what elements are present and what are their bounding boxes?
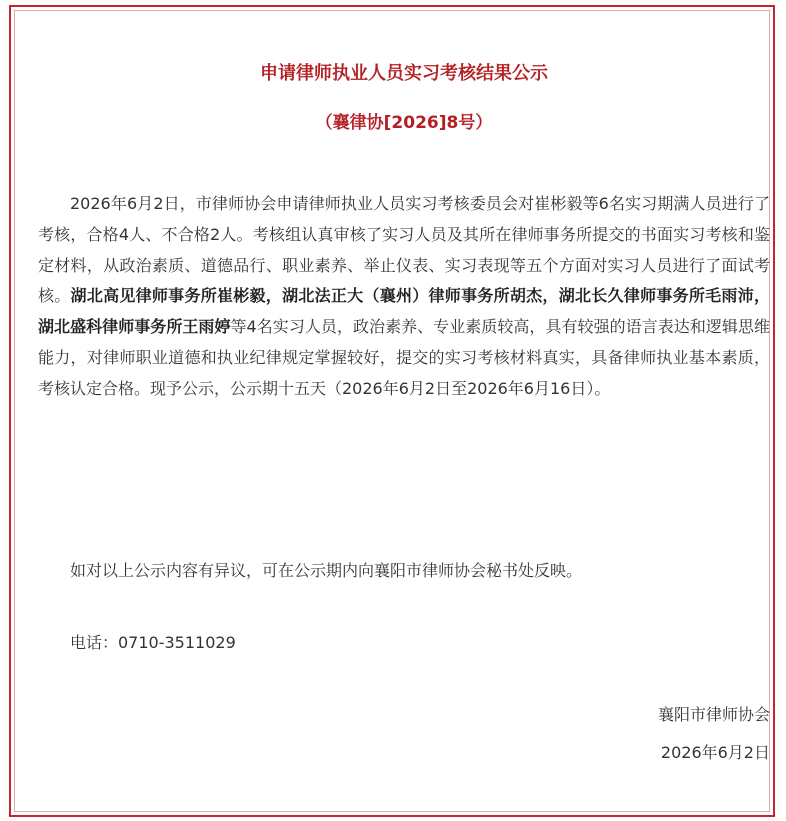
objection-paragraph: 如对以上公示内容有异议，可在公示期内向襄阳市律师协会秘书处反映。 <box>70 561 583 580</box>
notice-title: 申请律师执业人员实习考核结果公示 <box>260 63 548 84</box>
phone-line: 电话：0710-3511029 <box>70 633 236 652</box>
document-number: （襄律协[2026]8号） <box>315 113 493 133</box>
signature-organization: 襄阳市律师协会 <box>657 705 770 724</box>
paragraph-text-part2: 等4名实习人员，政治素养、专业素质较高，具有较强的语言表达和逻辑思维能力，对律师职业道德和执业纪律规定掌握较好，提交的实习考核材料真实，具备律师执业基本素质，考核认定合格。现予公示，公示期十五天（2026年6月2日至2026年6月16日）。 <box>38 317 770 398</box>
notice-paragraph-main <box>38 189 770 405</box>
signature-date: 2026年6月2日 <box>660 743 770 762</box>
qualified-names: 湖北高见律师事务所崔彬毅，湖北法正大（襄州）律师事务所胡杰，湖北长久律师事务所毛雨沛，湖北盛科律师事务所王雨婷 <box>38 286 770 337</box>
paragraph-text-part1: 2026年6月2日，市律师协会申请律师执业人员实习考核委员会对崔彬毅等6名实习期满人员进行了考核，合格4人、不合格2人。考核组认真审核了实习人员及其所在律师事务所提交的书面实习考核和鉴定材料，从政治素质、道德品行、职业素养、举止仪表、实习表现等五个方面对实习人员进行了面试考核。 <box>38 194 770 306</box>
notice-frame <box>9 5 775 817</box>
